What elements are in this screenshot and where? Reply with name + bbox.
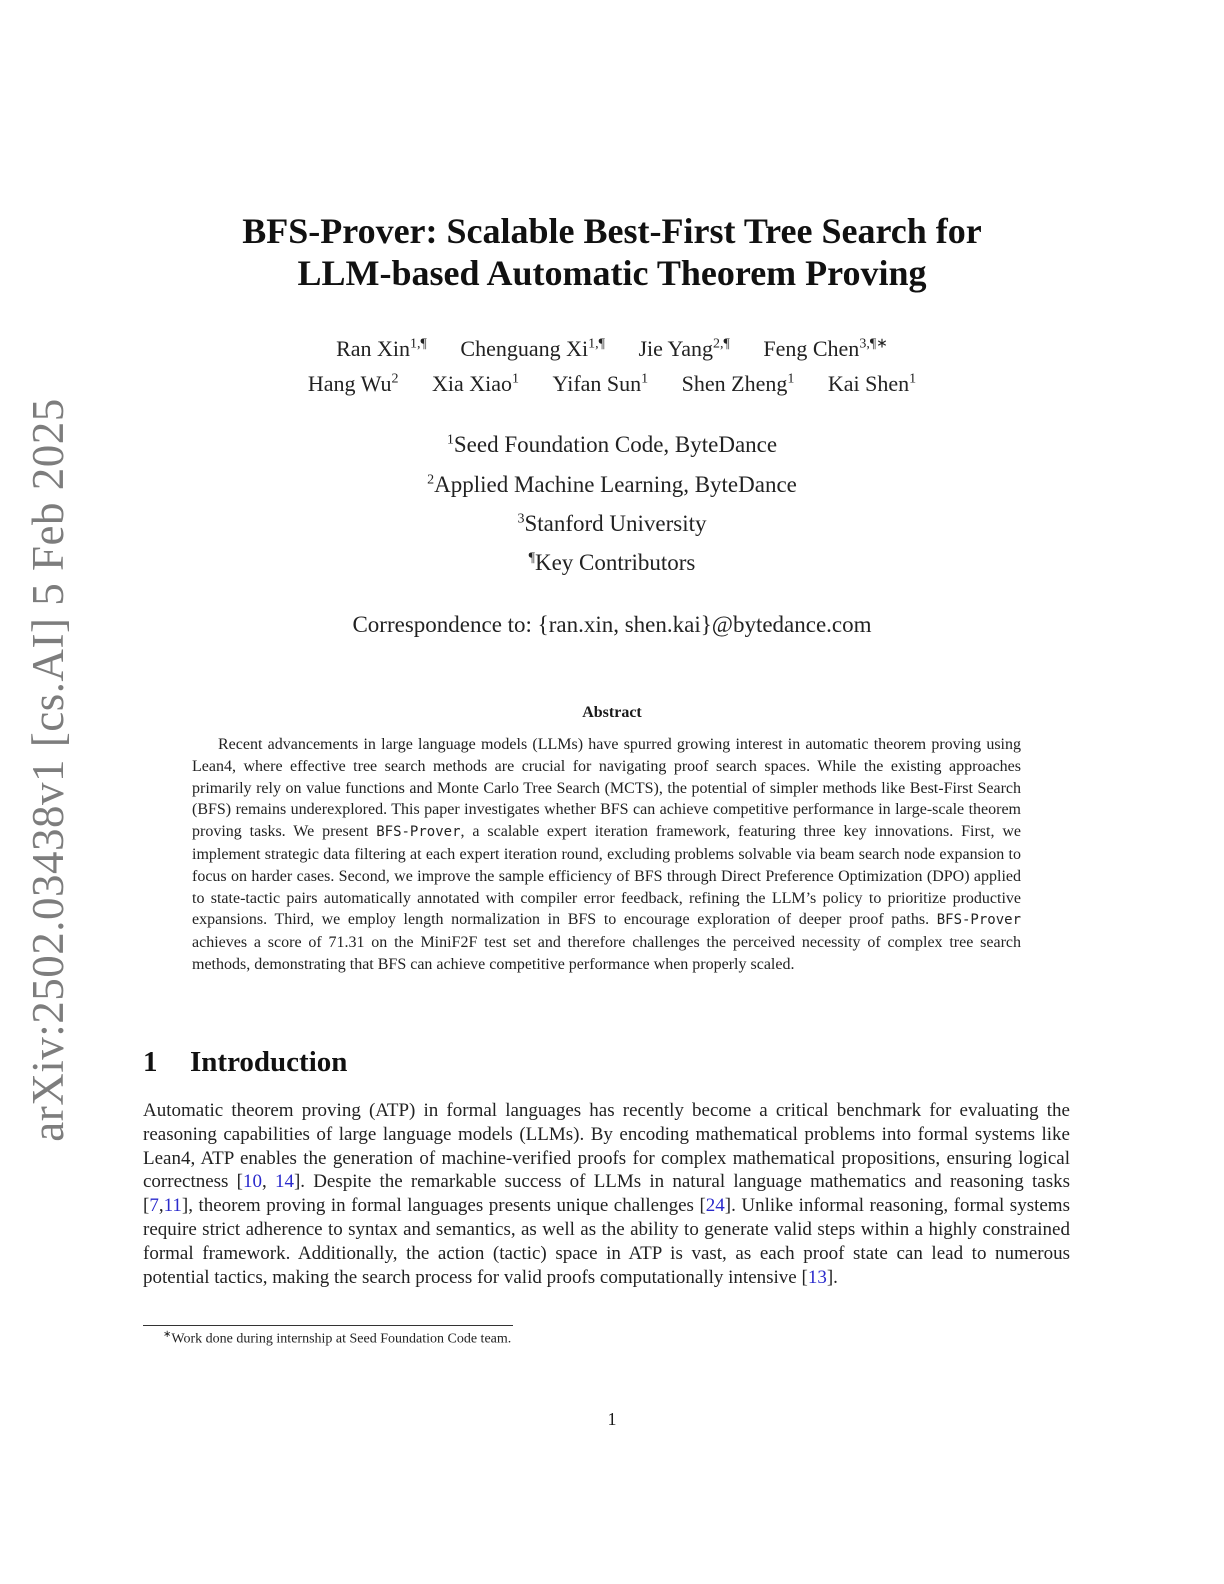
author: Kai Shen$^1$ <box>827 371 917 396</box>
code-name: BFS-Prover <box>376 824 461 841</box>
citation-link[interactable]: 10 <box>242 1171 262 1193</box>
author: Xia Xiao$^1$ <box>432 371 520 396</box>
abstract-body: Recent advancements in large language models (LLMs) have spurred growing interest in automatic theorem proving using Lean4, where effective tree search methods are crucial for navigating proof search spaces. While the existing approaches primarily rely on value functions and Monte Carlo Tree Search (MCTS), the potential of simpler methods like Best-First Search (BFS) remains underexplored. This paper investigates whether BFS can achieve competitive performance in large-scale theorem proving tasks. We present BFS-Prover, a scalable expert iteration framework, featuring three key innovations. First, we implement strategic data filtering at each expert iteration round, excluding problems solvable via beam search node expansion to focus on harder cases. Second, we improve the sample efficiency of BFS through Direct Preference Optimization (DPO) applied to state-tactic pairs automatically annotated with compiler error feedback, refining the LLM’s policy to prioritize productive expansions. Third, we employ length normalization in BFS to encourage exploration of deeper proof paths. BFS-Prover achieves a score of 71.31 on the MiniF2F test set and therefore challenges the perceived necessity of complex tree search methods, demonstrating that BFS can achieve competitive performance when properly scaled. <box>192 736 1022 973</box>
author: Shen Zheng$^1$ <box>681 371 795 396</box>
affiliation: $^2$Applied Machine Learning, ByteDance <box>427 472 797 497</box>
section-number: 1 <box>143 1046 158 1078</box>
author: Feng Chen$^{3,\P∗}$ <box>763 336 888 362</box>
author: Jie Yang$^{2,\P}$ <box>638 336 730 362</box>
paper-title <box>0 210 1224 294</box>
section-heading <box>143 1046 347 1079</box>
citation-link[interactable]: 14 <box>274 1171 294 1193</box>
author: Yifan Sun$^1$ <box>552 371 649 396</box>
footnote: ∗Work done during internship at Seed Foundation Code team. <box>163 1329 512 1347</box>
citation-link[interactable]: 24 <box>705 1195 725 1217</box>
code-name: BFS-Prover <box>936 912 1022 929</box>
section-title: Introduction <box>190 1046 348 1078</box>
authors-row-2 <box>0 371 1224 397</box>
arxiv-identifier-stamp: arXiv:2502.03438v1 [cs.AI] 5 Feb 2025 <box>23 398 73 1142</box>
affiliation: $^3$Stanford University <box>517 511 707 536</box>
affiliation: ¶Key Contributors <box>528 550 696 575</box>
correspondence-line: Correspondence to: {ran.xin, shen.kai}@bytedance.com <box>352 612 872 637</box>
affiliation: $^1$Seed Foundation Code, ByteDance <box>446 432 778 457</box>
author: Chenguang $Xi^{1,\P}$ <box>460 336 605 362</box>
citation-link[interactable]: 11 <box>163 1195 182 1217</box>
footnote-divider <box>143 1325 513 1326</box>
author: Hang Wu$^2$ <box>307 371 399 396</box>
introduction-paragraph: Automatic theorem proving (ATP) in formal languages has recently become a critical benchmark for evaluating the reasoning capabilities of large language models (LLMs). By encoding mathematical problems into formal systems like Lean4, ATP enables the generation of machine-verified proofs for complex mathematical propositions, ensuring logical correctness [10, 14]. Despite the remarkable success of LLMs in natural language mathematics and reasoning tasks [7,11], theorem proving in formal languages presents unique challenges [24]. Unlike informal reasoning, formal systems require strict adherence to syntax and semantics, as well as the ability to generate valid steps within a highly constrained formal framework. Additionally, the action (tactic) space in ATP is vast, as each proof state can lead to numerous potential tactics, making the search process for valid proofs computationally intensive [13]. <box>143 1100 1071 1288</box>
citation-link[interactable]: 7 <box>149 1195 159 1217</box>
citation-link[interactable]: 13 <box>807 1266 827 1288</box>
title-line-1: BFS-Prover: Scalable Best-First Tree Search for <box>242 211 982 251</box>
abstract-heading: Abstract <box>582 704 642 721</box>
page-number: 1 <box>607 1409 617 1429</box>
authors-row-1 <box>0 336 1224 362</box>
title-line-2: LLM-based Automatic Theorem Proving <box>297 253 927 293</box>
author: Ran Xin$^{1,\P}$ <box>336 336 427 362</box>
